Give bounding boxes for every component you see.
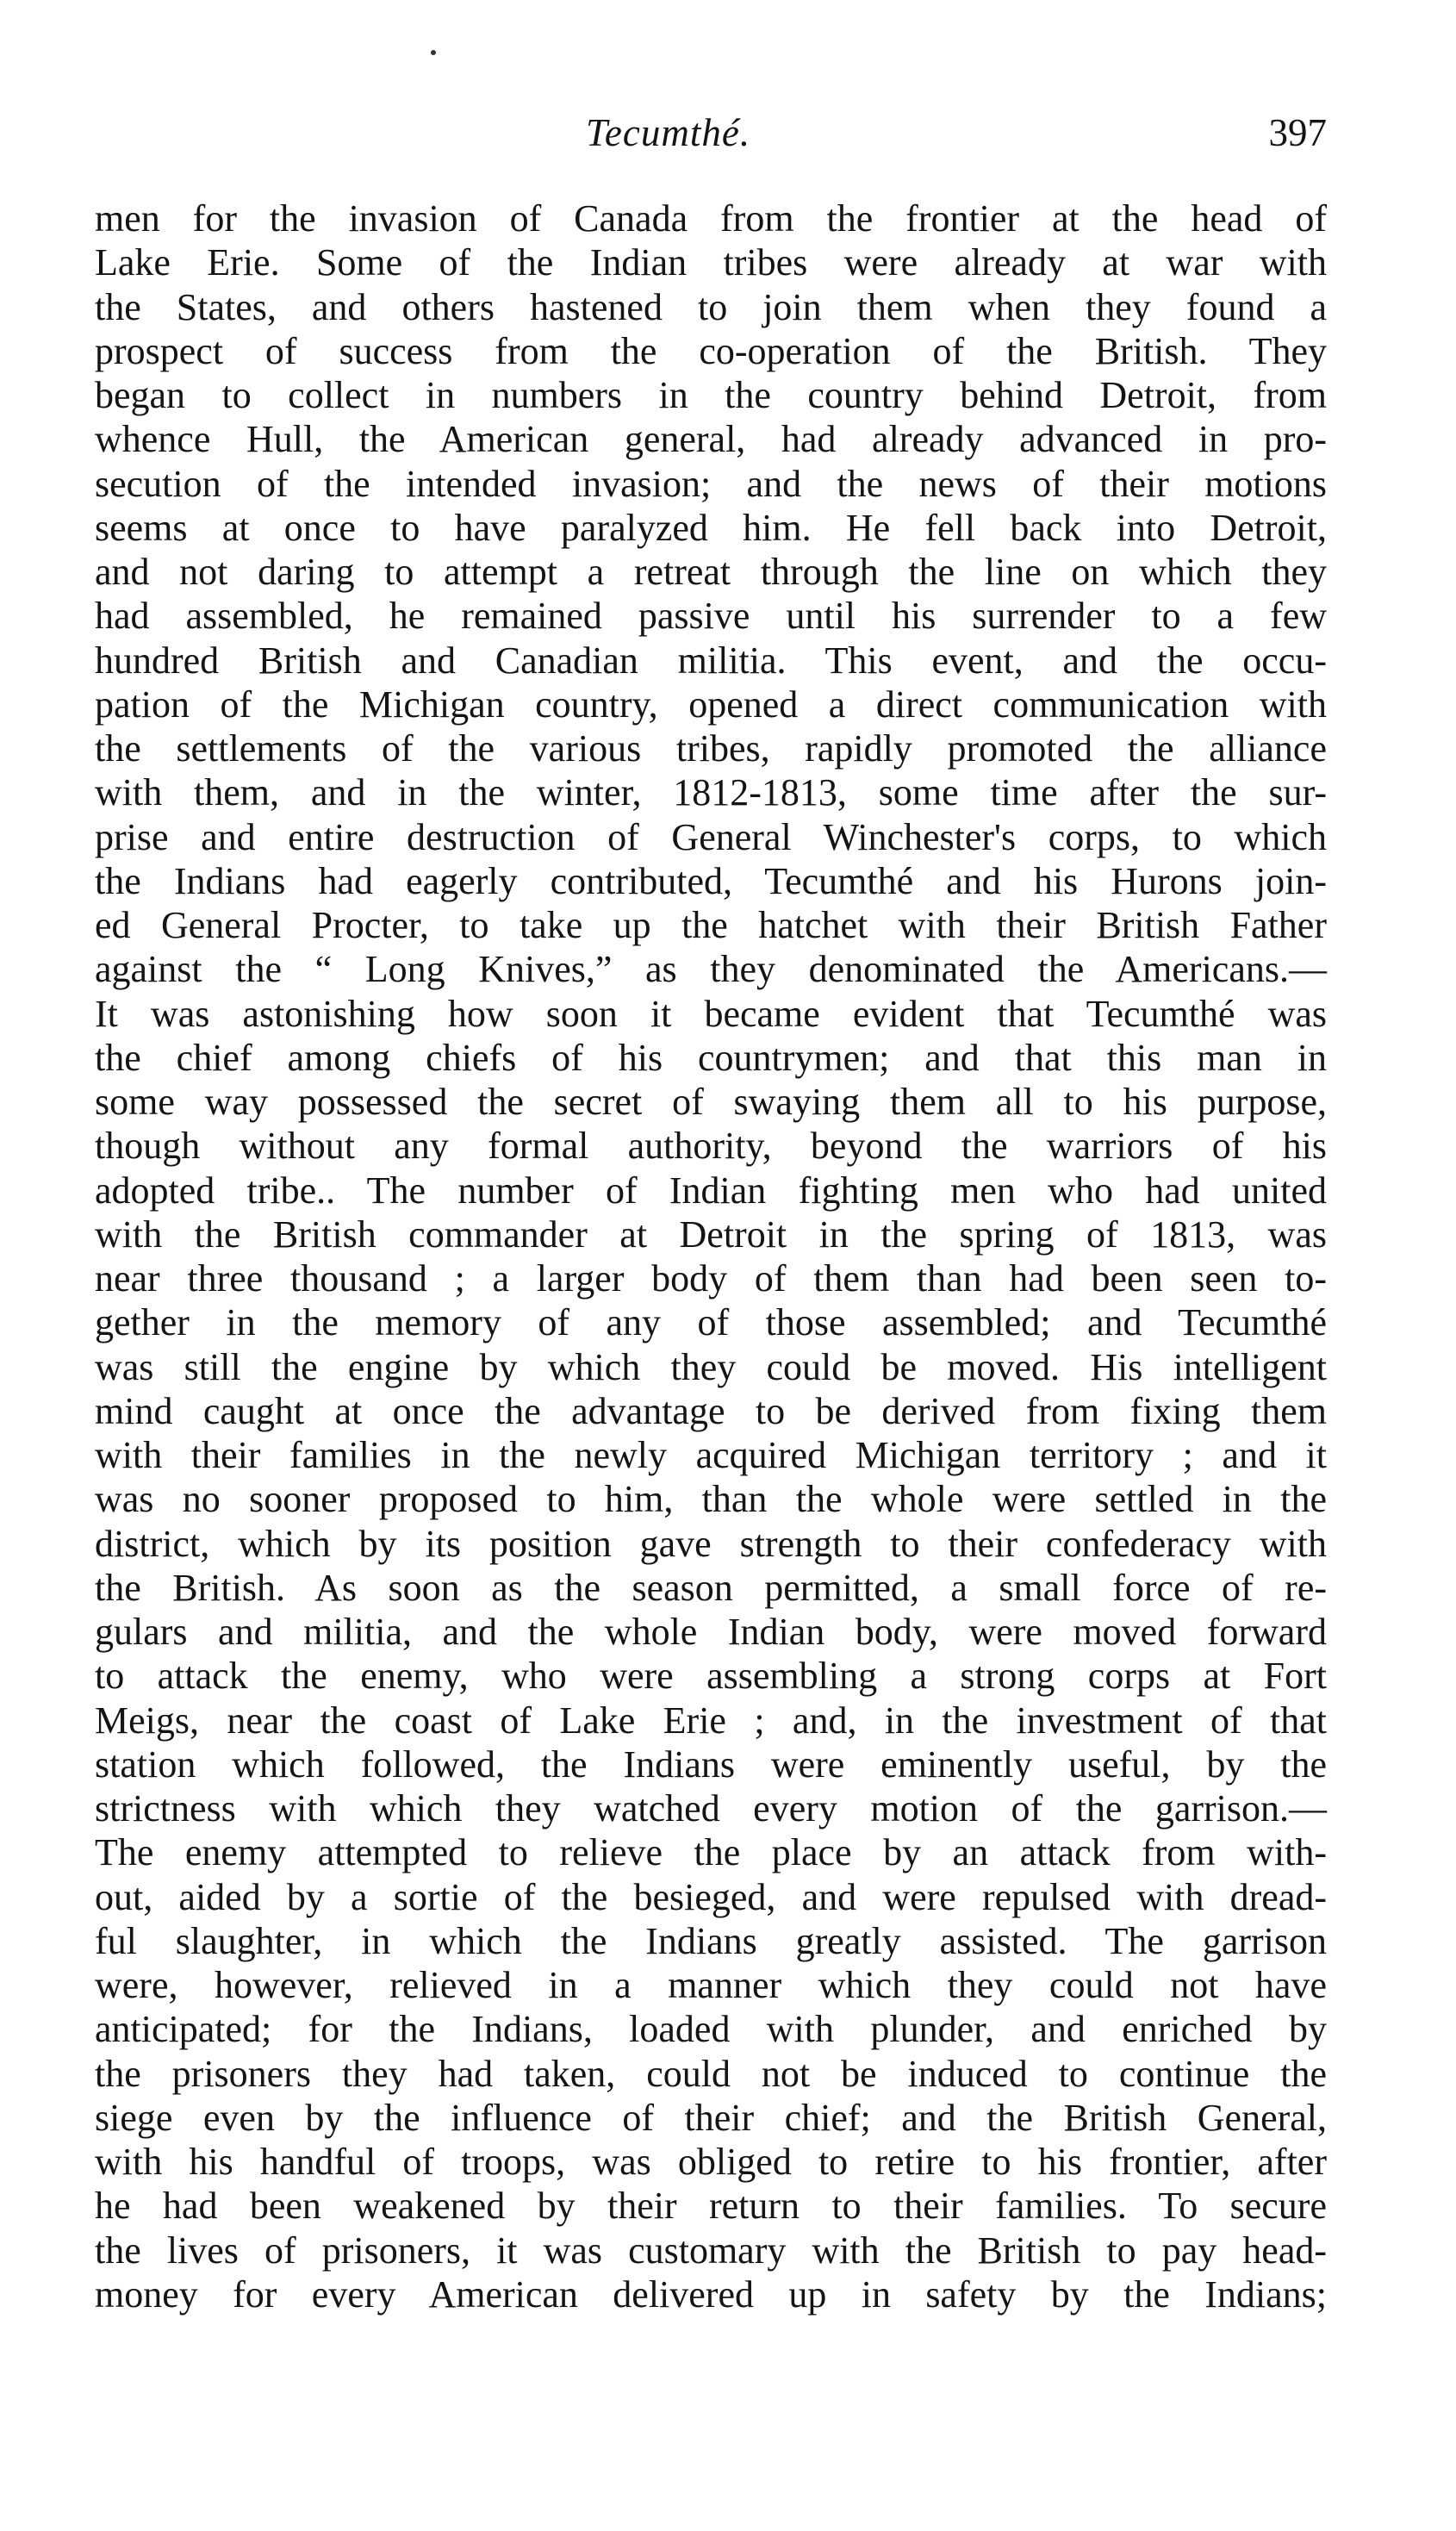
text-line: whence Hull, the American general, had already advanced in pro- [95,418,1327,461]
text-line: men for the invasion of Canada from the frontier at the head of [95,197,1327,240]
text-line: he had been weakened by their return to their families. To secure [95,2185,1327,2228]
text-line: station which followed, the Indians were eminently useful, by the [95,1742,1327,1786]
text-line: were, however, relieved in a manner which they could not have [95,1964,1327,2006]
printer-dot-mark [431,50,436,55]
text-line: was no sooner proposed to him, than the whole were settled in the [95,1478,1327,1521]
text-line: some way possessed the secret of swaying them all to his purpose, [95,1081,1327,1123]
text-line: prospect of success from the co-operation of the British. They [95,329,1327,372]
text-line: adopted tribe.. The number of Indian fighting men who had united [95,1169,1327,1212]
text-line: though without any formal authority, beyond the warriors of his [95,1125,1327,1168]
text-line: began to collect in numbers in the country behind Detroit, from [95,374,1327,416]
text-line: against the “ Long Knives,” as they denominated the Americans.— [95,948,1327,991]
text-line: It was astonishing how soon it became evident that Tecumthé was [95,992,1327,1035]
text-line: ful slaughter, in which the Indians greatly assisted. The garrison [95,1919,1327,1962]
text-line: the British. As soon as the season permitted, a small force of re- [95,1566,1327,1609]
text-line: anticipated; for the Indians, loaded with plunder, and enriched by [95,2008,1327,2051]
text-line: secution of the intended invasion; and the news of their motions [95,462,1327,505]
text-line: district, which by its position gave strength to their confederacy with [95,1522,1327,1565]
text-line: the Indians had eagerly contributed, Tecumthé and his Hurons join- [95,859,1327,902]
body-text [95,196,1327,2316]
text-line: strictness with which they watched every motion of the garrison.— [95,1787,1327,1830]
text-line: with his handful of troops, was obliged to retire to his frontier, after [95,2141,1327,2183]
text-line: money for every American delivered up in safety by the Indians; [95,2272,1327,2316]
text-line: was still the engine by which they could be moved. His intelligent [95,1345,1327,1388]
text-line: the lives of prisoners, it was customary with the British to pay head- [95,2229,1327,2272]
text-line: and not daring to attempt a retreat through the line on which they [95,551,1327,593]
text-line: near three thousand ; a larger body of them than had been seen to- [95,1257,1327,1300]
text-line: seems at once to have paralyzed him. He fell back into Detroit, [95,506,1327,549]
page-header [586,110,1327,162]
text-line: with them, and in the winter, 1812-1813, some time after the sur- [95,771,1327,814]
text-line: with the British commander at Detroit in the spring of 1813, was [95,1213,1327,1256]
text-line: to attack the enemy, who were assembling a strong corps at Fort [95,1655,1327,1698]
running-title: Tecumthé. [586,111,751,154]
text-line: siege even by the influence of their chief; and the British General, [95,2096,1327,2139]
text-line: gether in the memory of any of those assembled; and Tecumthé [95,1301,1327,1344]
text-line: the States, and others hastened to join them when they found a [95,285,1327,328]
text-line: the chief among chiefs of his countrymen; and that this man in [95,1036,1327,1079]
text-line: Meigs, near the coast of Lake Erie ; and, in the investment of that [95,1699,1327,1742]
text-line: The enemy attempted to relieve the place by an attack from with- [95,1831,1327,1874]
text-line: ed General Procter, to take up the hatchet with their British Father [95,904,1327,946]
text-line: mind caught at once the advantage to be derived from fixing them [95,1389,1327,1432]
text-line: hundred British and Canadian militia. This event, and the occu- [95,639,1327,682]
text-line: gulars and militia, and the whole Indian body, were moved forward [95,1611,1327,1653]
text-line: out, aided by a sortie of the besieged, and were repulsed with dread- [95,1875,1327,1918]
text-line: the settlements of the various tribes, rapidly promoted the alliance [95,727,1327,770]
text-line: the prisoners they had taken, could not be induced to continue the [95,2052,1327,2095]
text-line: pation of the Michigan country, opened a direct communication with [95,683,1327,726]
text-line: with their families in the newly acquired Michigan territory ; and it [95,1434,1327,1476]
text-line: Lake Erie. Some of the Indian tribes were already at war with [95,241,1327,284]
text-line: prise and entire destruction of General Winchester's corps, to which [95,815,1327,858]
text-line: had assembled, he remained passive until his surrender to a few [95,595,1327,638]
page-number: 397 [1268,111,1327,154]
